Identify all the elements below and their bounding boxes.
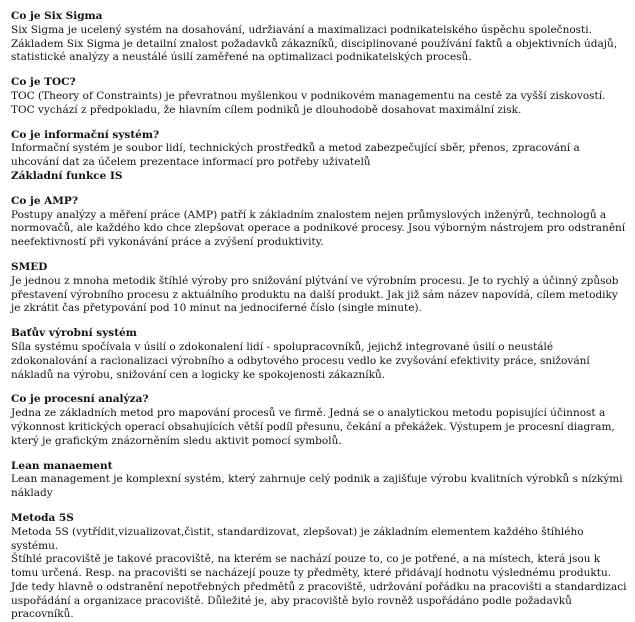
section-heading: Co je informační systém? xyxy=(11,128,160,141)
section-paragraph: Metoda 5S (vytřídit,vizualizovat,čistit, standardizovat, zlepšovat) je základním elementem každého štíhlého systému. xyxy=(11,525,584,552)
section-information-system xyxy=(11,129,627,184)
section-heading: SMED xyxy=(11,260,48,273)
section-bata-system xyxy=(11,327,627,382)
section-six-sigma xyxy=(11,10,627,65)
section-heading: Lean manaement xyxy=(11,459,113,472)
section-heading: Baťův výrobní systém xyxy=(11,327,137,340)
section-smed xyxy=(11,261,627,316)
section-heading: Co je procesní analýza? xyxy=(11,393,149,406)
section-paragraph: Informační systém je soubor lidí, technických prostředků a metod zabezpečující sběr, přenos, zpracování a uhcování dat za účelem prezentace informací pro potřeby uživatelů xyxy=(11,142,580,169)
section-lean-management xyxy=(11,460,627,501)
section-paragraph: Štíhlé pracoviště je takové pracoviště, na kterém se nachází pouze to, co je potřené, a na místech, která jsou k tomu určená. Resp. na pracovišti se nacházejí pouze ty předměty, které přidávají hodnotu výslednému produktu. Jde tedy hlavně o odstranění nepotřebných předmětů z pracoviště, udržování pořádku na pracovišti a standardizaci uspořádání a organizace pracoviště. Důležité je, aby pracoviště bylo rovněž uspořádáno podle požadavků pracovníků. xyxy=(11,553,627,621)
section-paragraph: Je jednou z mnoha metodik štíhlé výroby pro snižování plýtvání ve výrobním procesu. Je to rychlý a účinný způsob přestavení výrobního procesu z aktuálního produktu na další produkt. Jak již sám název napovídá, cílem metodiky je zkrátit čas přetypování pod 10 minut na jednociferné číslo (single minute). xyxy=(11,274,619,315)
section-paragraph: Jedna ze základních metod pro mapování procesů ve firmě. Jedná se o analytickou metodu popisující účinnost a výkonnost kritických operací obsahujících větší podíl přesunu, čekání a překážek. Výstupem je procesní diagram, který je grafickým znázorněním sledu aktivit pomocí symbolů. xyxy=(11,407,615,447)
section-heading: Co je AMP? xyxy=(11,194,78,207)
section-toc xyxy=(11,76,627,117)
section-subheading: Základní funkce IS xyxy=(11,169,123,182)
section-paragraph: Síla systému spočívala v úsilí o zdokonalení lidí - spolupracovníků, jejichž integrované úsilí o neustálé zdokonalování a racionalizaci výrobního a odbytového procesu vedlo ke zvyšování efektivity práce, snižování nákladů na výrobu, snižování cen a logicky ke spokojenosti zákazníků. xyxy=(11,340,590,381)
section-heading: Co je TOC? xyxy=(11,76,76,89)
section-paragraph: TOC (Theory of Constraints) je převratnou myšlenkou v podnikovém managementu na cestě za vyšší ziskovostí. xyxy=(11,89,606,102)
section-process-analysis xyxy=(11,393,627,448)
section-paragraph: Lean management je komplexní systém, který zahrnuje celý podnik a zajišťuje výrobu kvalitních výrobků s nízkými náklady xyxy=(11,473,623,500)
section-paragraph: Postupy analýzy a měření práce (AMP) patří k základním znalostem nejen průmyslových inženýrů, technologů a normovačů, ale každého kdo chce zlepšovat operace a podnikové procesy. Jsou výborným nástrojem pro odstranění neefektivností při vykonávání práce a zvýšení produktivity. xyxy=(11,208,626,249)
section-heading: Metoda 5S xyxy=(11,511,74,524)
section-amp xyxy=(11,195,627,250)
section-paragraph: Six Sigma je ucelený systém na dosahování, udržiavání a maximalizaci podnikatelského úspěchu společnosti. Základem Six Sigma je detailní znalost požadavků zákazníků, disciplinované používání faktů a objektivních údajů, statistické analýzy a neustálé úsilí zaměřené na optimalizaci podnikatelských procesů. xyxy=(11,23,618,64)
section-paragraph: TOC vychází z předpokladu, že hlavním cílem podniků je dlouhodobě dosahovat maximální zisk. xyxy=(11,103,522,116)
section-5s xyxy=(11,512,627,622)
section-heading: Co je Six Sigma xyxy=(11,10,103,22)
document-body xyxy=(11,10,627,622)
